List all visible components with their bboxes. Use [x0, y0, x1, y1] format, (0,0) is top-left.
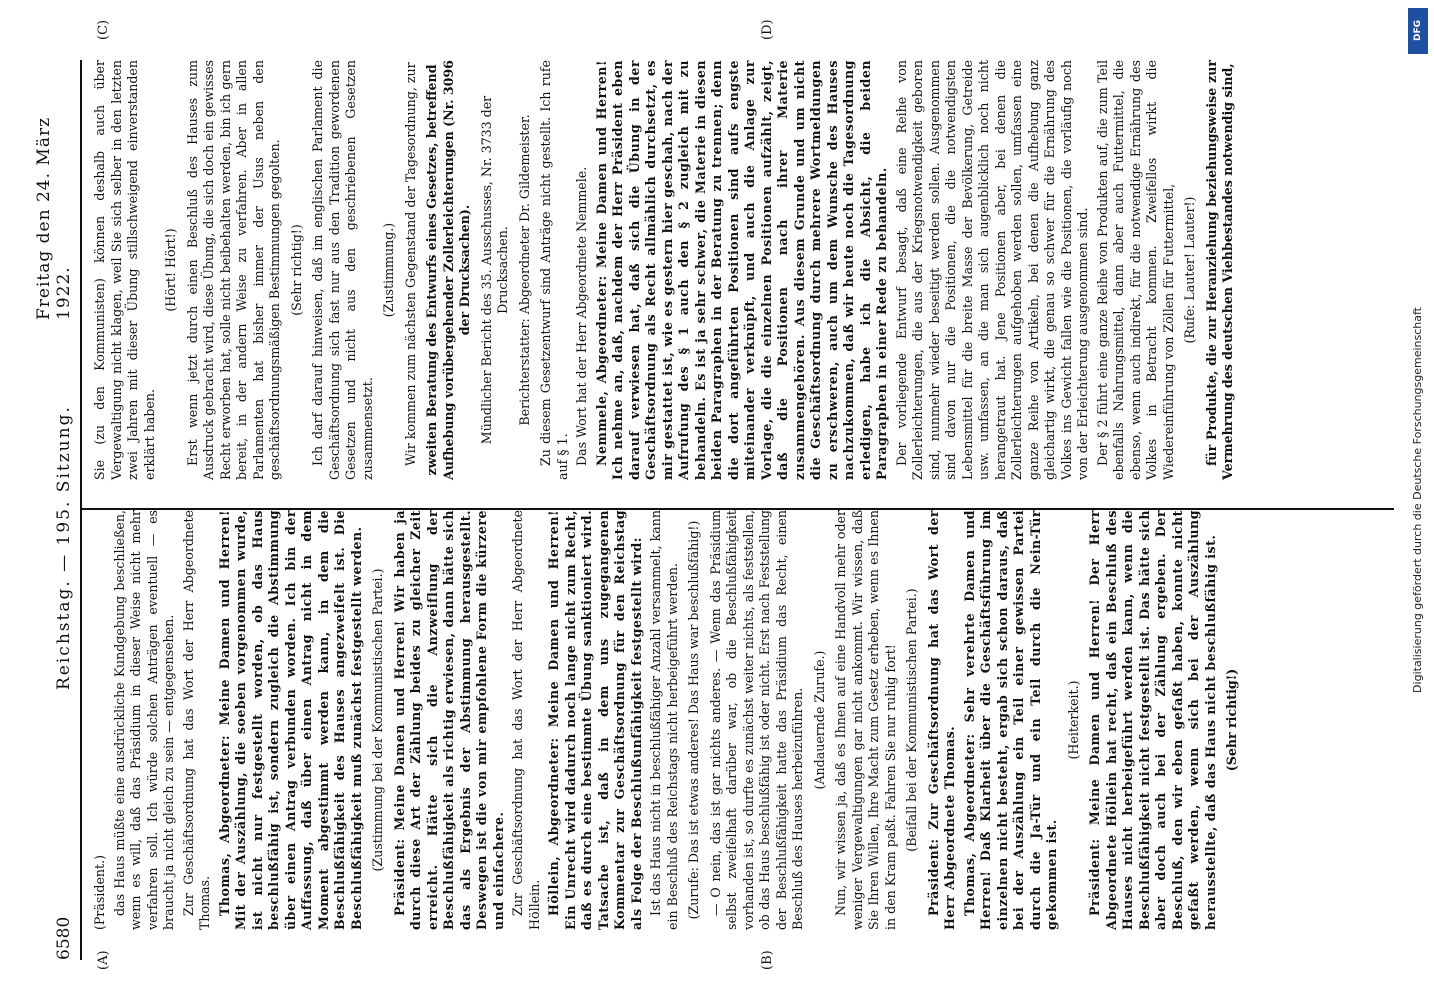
speech-president: Präsident: Zur Geschäftsordnung hat das Wort der Herr Abgeordnete Thomas. — [925, 510, 957, 930]
paragraph: Zur Geschäftsordnung hat das Wort der Herr Abgeordnete Thomas. — [180, 510, 212, 930]
paragraph: Das Wort hat der Herr Abgeordnete Nemmele. — [574, 166, 589, 466]
interjection: (Zustimmung.) — [381, 222, 396, 318]
agenda-report: Mündlicher Bericht des 35. Ausschusses, Nr. 3733 der Drucksachen. — [478, 95, 510, 445]
margin-marker-d: (D) — [760, 19, 775, 40]
quotation: Ist das Haus nicht in beschlußfähiger Anzahl versammelt, kann ein Beschluß des Reichstags nicht herbeigeführt werden. — [648, 510, 680, 930]
left-column — [92, 510, 1374, 930]
session-date: Freitag den 24. März 1922. — [34, 116, 74, 320]
speech-president: Präsident: Meine Damen und Herren! Wir haben ja durch diese Art der Zählung beides zu gleicher Zeit erreicht. Hätte sich die Anzweiflung der Beschlußfähigkeit als richtig erwiesen, dann hätte sich das als Ergebnis der Abstimmung herausgestellt. Deswegen ist die von mir empfohlene Form die kürzere und einfachere. — [391, 510, 506, 930]
speech-thomas: Thomas, Abgeordneter: Meine Damen und Herren! Mit der Auszählung, die soeben vorgenommen wurde, ist nicht nur festgestellt worden, ob das Haus beschlußfähig ist, sondern zugleich die Abstimmung über einen Antrag verbunden worden. Ich bin der Auffassung, daß über einen Antrag nicht in dem Moment abgestimmt werden kann, in dem die Beschlußfähigkeit des Hauses angezweifelt ist. Die Beschlußfähigkeit muß zunächst festgestellt werden. — [216, 510, 364, 930]
speech-president: Präsident: Meine Damen und Herren! Der Herr Abgeordnete Höllein hat recht, daß ein Beschluß des Hauses nicht herbeigeführt werden kann, wenn die Beschlußfähigkeit nicht festgestellt ist. Das hätte sich aber doch auch bei der Zählung ergeben. Der Beschluß, den wir eben gefaßt haben, konnte nicht gefaßt werden, wenn sich bei der Auszählung herausstellte, daß das Haus nicht beschlußfähig ist. — [1087, 510, 1218, 930]
margin-marker-c: (C) — [96, 19, 111, 40]
agenda-item-title: zweiten Beratung des Entwurfs eines Gesetzes, betreffend Aufhebung vorübergehender Zollerleichterungen (Nr. 3096 der Drucksachen). — [424, 60, 472, 480]
paragraph: Erst wenn jetzt durch einen Beschluß des Hauses zum Ausdruck gebracht wird, diese Übung, die sich doch ein gewisses Recht erworben hat, solle nicht beibehalten werden, bin ich gern bereit, in der andern Weise zu verfahren. Aber in allen Parlamenten hat bisher immer der Usus neben den geschäftsordnungsmäßigen Bestimmungen gegolten. — [184, 60, 282, 480]
paragraph: Ich darf darauf hinweisen, daß im englischen Parlament die Geschäftsordnung sich fast nur aus den Tradition gewordenen Gesetzen und nicht aus den geschriebenen Gesetzen zusammensetzt. — [310, 60, 375, 480]
paragraph: Wir kommen zum nächsten Gegenstand der Tagesordnung, zur — [402, 62, 418, 466]
margin-marker-b: (B) — [760, 950, 775, 970]
interjection: (Beifall bei der Kommunistischen Partei.) — [904, 588, 919, 852]
paragraph: Zur Geschäftsordnung hat das Wort der Herr Abgeordnete Höllein. — [510, 510, 542, 930]
speech-thomas: Thomas, Abgeordneter: Sehr verehrte Damen und Herren! Daß Klarheit über die Geschäftsführung im einzelnen nicht besteht, ergab sich schon daraus, daß bei der Auszählung ein Teil einer gewissen Partei durch die Ja-Tür und ein Teil durch die Nein-Tür gekommen ist. — [961, 510, 1059, 930]
paragraph: für Produkte, die zur Heranziehung beziehungsweise zur Vermehrung des deutschen Viehbestandes notwendig sind, — [1203, 60, 1235, 480]
margin-marker-a: (A) — [96, 950, 111, 970]
interjection: (Rufe: Lauter! Lauter!) — [1182, 196, 1197, 344]
interjection: (Sehr richtig!) — [288, 224, 304, 316]
right-column — [92, 60, 1374, 480]
speaker-continuation: (Präsident.) — [92, 854, 107, 930]
digitization-sidebar — [1400, 0, 1434, 1000]
speech-nemmele: Nemmele, Abgeordneter: Meine Damen und Herren! Ich nehme an, daß, nachdem der Herr Präsident eben darauf verwiesen hat, daß sich die Übung in der Geschäftsordnung als Recht allmählich durchsetzt, es mir gestattet ist, wie es gestern hier geschah, nach der Aufrufung des § 1 auch den § 2 zugleich mit zu behandeln. Es ist ja sehr schwer, die Materie in diesen beiden Paragraphen in der Beratung zu trennen; denn die dort angeführten Positionen sind aufs engste miteinander verknüpft, und auch die Anlage zur Vorlage, die die einzelnen Positionen aufzählt, zeigt, daß die Positionen nach ihrer Materie zusammengehören. Aus diesem Grunde und um nicht die Geschäftsordnung durch mehrere Wortmeldungen zu erschweren, auch um dem Wunsche des Hauses nachzukommen, daß wir heute noch die Tagesordnung erledigen, habe ich die Absicht, die beiden Paragraphen in einer Rede zu behandeln. — [593, 60, 889, 480]
paragraph: Sie (zu den Kommunisten) können deshalb auch über Vergewaltigung nicht klagen, weil Sie sich selber in den letzten zwei Jahren mit dieser Übung stillschweigend einverstanden erklärt haben. — [92, 60, 157, 480]
interjection: (Sehr richtig!) — [1224, 668, 1239, 772]
digitization-notice: Digitalisierung gefördert durch die Deutsche Forschungsgemeinschaft — [1410, 307, 1424, 693]
interjection: (Hört! Hört!) — [163, 228, 178, 312]
interjection: (Andauernde Zurufe.) — [811, 650, 827, 790]
paragraph: das Haus müßte eine ausdrückliche Kundgebung beschließen, wenn es will, daß das Präsidium in dieser Weise nicht mehr verfahren soll. Ich würde solchen Anträgen eventuell — es braucht ja nicht gleich zu sein — entgegensehen. — [111, 510, 176, 930]
paragraph: — O nein, das ist gar nichts anderes. — Wenn das Präsidium selbst zweifelhaft darüber war, ob die Beschlußfähigkeit vorhanden ist, so durfte es zunächst weiter nichts, als feststellen, ob das Haus beschlußfähig ist oder nicht. Erst nach Feststellung der Beschlußfähigkeit hatte das Präsidium das Recht, einen Beschluß des Hauses herbeizuführen. — [707, 510, 805, 930]
session-title: Reichstag. — 195. Sitzung. — [54, 405, 74, 690]
page-header — [34, 60, 82, 960]
interjection: (Heiterkeit.) — [1065, 680, 1081, 760]
paragraph: Nun, wir wissen ja, daß es Ihnen auf eine Handvoll mehr oder weniger Vergewaltigungen gar nicht ankommt. Wir wissen, daß Sie Ihren Willen, Ihre Macht zum Gesetz erheben, wenn es Ihnen in den Kram paßt. Fahren Sie nur ruhig fort! — [833, 510, 898, 930]
speech-hoellein: Höllein, Abgeordneter: Meine Damen und Herren! Ein Unrecht wird dadurch noch lange nicht zum Recht, daß es durch eine bestimmte Übung sanktioniert wird. Tatsache ist, daß in dem uns zugegangenen Kommentar zur Geschäftsordnung für den Reichstag als Folge der Beschlußunfähigkeit festgestellt wird: — [546, 510, 644, 930]
page-number: 6580 — [54, 916, 74, 960]
dfg-logo: DFG — [1408, 8, 1428, 54]
agenda-rapporteur: Berichterstatter: Abgeordneter Dr. Gildemeister. — [516, 114, 532, 426]
interjection: (Zustimmung bei der Kommunistischen Partei.) — [370, 568, 385, 872]
interjection: (Zurufe: Das ist etwas anderes! Das Haus war beschlußfähig!) — [686, 520, 701, 920]
paragraph: Zu diesem Gesetzentwurf sind Anträge nicht gestellt. Ich rufe auf § 1. — [538, 60, 570, 480]
paragraph: Der vorliegende Entwurf besagt, daß eine Reihe von Zollerleichterungen, die aus der Kriegsnotwendigkeit geboren sind, nunmehr wieder beseitigt werden sollen. Ausgenommen sind davon nur die Positionen, die die notwendigsten Lebensmittel für die breite Masse der Bevölkerung, Getreide usw. umfassen, an die man sich augenblicklich noch nicht herangetraut hat. Jene Positionen aber, bei denen die Zollerleichterungen aufgehoben werden sollen, umfassen eine ganze Reihe von Artikeln, bei denen die Aufhebung ganz gleichartig wirkt, die genau so schwer für die Ernährung des Volkes ins Gewicht fallen wie die Positionen, die vorläufig noch von der Erleichterung ausgenommen sind. — [893, 60, 1090, 480]
paragraph: Der § 2 führt eine ganze Reihe von Produkten auf, die zum Teil ebenfalls Nahrungsmittel, dann aber auch Futtermittel, die ebenso, wenn auch indirekt, für die notwendige Ernährung des Volkes in Betracht kommen. Zweifellos wirkt die Wiedereinführung von Zöllen für Futtermittel, — [1094, 60, 1176, 480]
